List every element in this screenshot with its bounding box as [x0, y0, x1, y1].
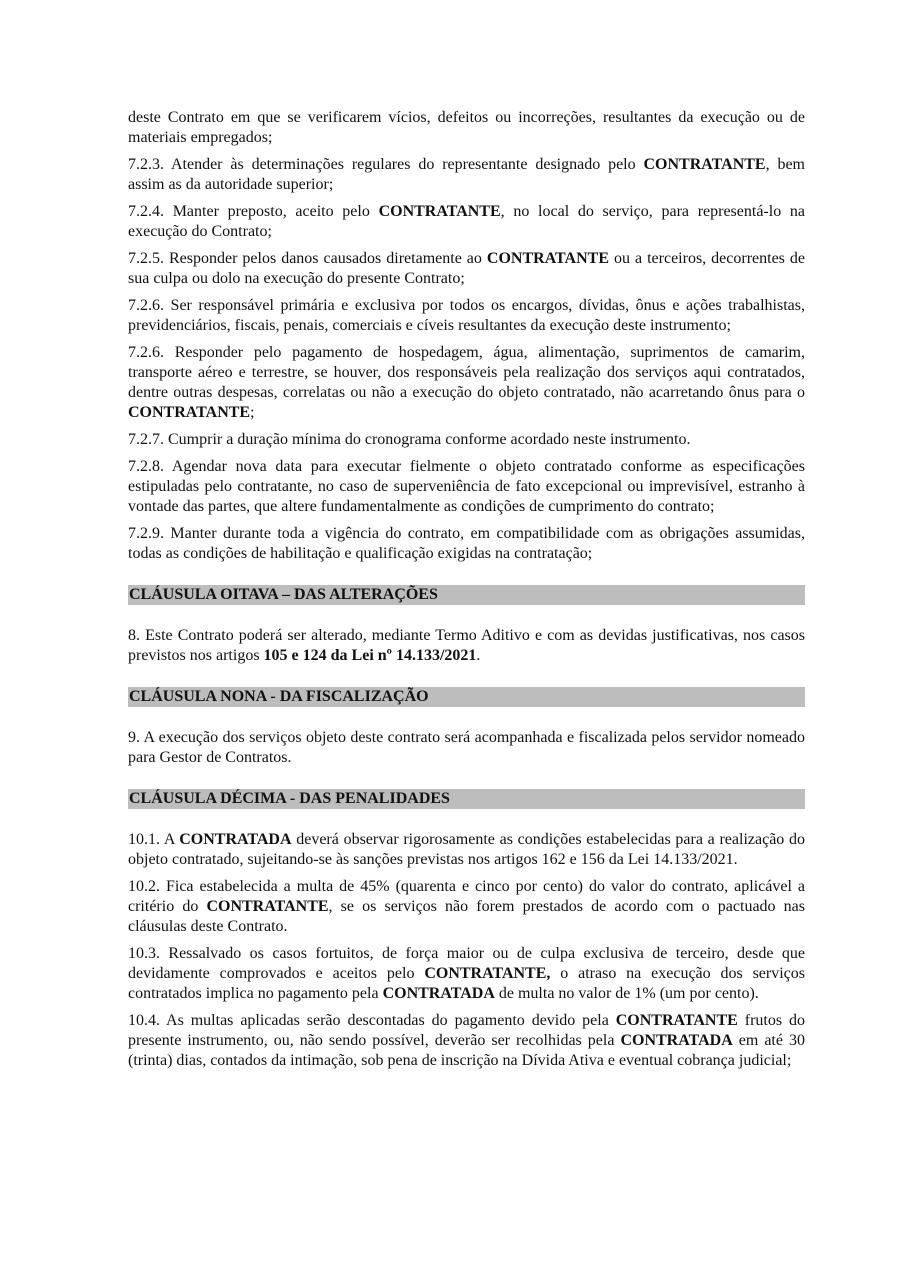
- bold-text: CONTRATANTE,: [424, 965, 551, 982]
- clause-paragraph: [128, 830, 805, 870]
- clause-paragraph: [128, 249, 805, 289]
- text-run: ou a terceiros, decorrentes de sua culpa ou dolo na execução do presente Contrato;: [128, 250, 806, 287]
- clause-paragraph: [128, 944, 805, 1004]
- text-run: CLÁUSULA OITAVA – DAS ALTERAÇÕES: [129, 586, 438, 603]
- document-page: [128, 108, 805, 1078]
- clause-paragraph: [128, 343, 805, 423]
- text-run: em até 30 (trinta) dias, contados da intimação, sob pena de inscrição na Dívida Ativa e eventual cobrança judicial;: [128, 1032, 805, 1069]
- text-run: , se os serviços não forem prestados de acordo com o pactuado nas cláusulas deste Contrato.: [128, 898, 805, 935]
- clause-paragraph: [128, 155, 805, 195]
- text-run: frutos do presente instrumento, ou, não sendo possível, deverão ser recolhidas pela: [128, 1012, 805, 1049]
- text-run: 10.1. A: [128, 831, 180, 848]
- clause-paragraph: [128, 430, 805, 450]
- clause-paragraph: [128, 1011, 805, 1071]
- text-run: 7.2.9. Manter durante toda a vigência do contrato, em compatibilidade com as obrigações assumidas, todas as condições de habilitação e qualificação exigidas na contratação;: [128, 525, 805, 562]
- text-run: de multa no valor de 1% (um por cento).: [494, 985, 759, 1002]
- text-run: 10.4. As multas aplicadas serão descontadas do pagamento devido pela: [128, 1012, 616, 1029]
- bold-text: CONTRATANTE: [206, 898, 329, 915]
- clause-paragraph: [128, 108, 805, 148]
- text-run: 10.3. Ressalvado os casos fortuitos, de força maior ou de culpa exclusiva de terceiro, desde que devidamente comprovados e aceitos pelo: [128, 945, 805, 982]
- text-run: 7.2.3. Atender às determinações regulares do representante designado pelo: [128, 156, 644, 173]
- clause-paragraph: [128, 296, 805, 336]
- bold-text: CONTRATADA: [620, 1032, 733, 1049]
- text-run: , bem assim as da autoridade superior;: [128, 156, 806, 193]
- clause-heading: [128, 789, 805, 809]
- text-run: deste Contrato em que se verificarem vícios, defeitos ou incorreções, resultantes da execução ou de materiais empregados;: [128, 109, 805, 146]
- bold-text: CONTRATADA: [382, 985, 495, 1002]
- text-run: o atraso na execução dos serviços contratados implica no pagamento pela: [128, 965, 806, 1002]
- text-run: deverá observar rigorosamente as condições estabelecidas para a realização do objeto contratado, sujeitando-se às sanções previstas nos artigos 162 e 156 da Lei 14.133/2021.: [128, 831, 806, 868]
- bold-text: CONTRATADA: [179, 831, 292, 848]
- bold-text: CONTRATANTE: [128, 404, 251, 421]
- clause-heading: [128, 585, 805, 605]
- text-run: .: [476, 647, 481, 664]
- clause-paragraph: [128, 626, 805, 666]
- clause-paragraph: [128, 202, 805, 242]
- clause-paragraph: [128, 877, 805, 937]
- bold-text: CONTRATANTE: [615, 1012, 738, 1029]
- text-run: 7.2.4. Manter preposto, aceito pelo: [128, 203, 379, 220]
- clause-paragraph: [128, 728, 805, 768]
- text-run: , no local do serviço, para representá-lo na execução do Contrato;: [128, 203, 806, 240]
- text-run: 7.2.6. Responder pelo pagamento de hospedagem, água, alimentação, suprimentos de camarim, transporte aéreo e terrestre, se houver, dos responsáveis pela realização dos serviços aqui contratados, dentre outras despesas, correlatas ou não a execução do objeto contratado, não acarretando ônus para o: [128, 344, 805, 401]
- clause-paragraph: [128, 524, 805, 564]
- bold-text: CONTRATANTE: [643, 156, 766, 173]
- text-run: 7.2.5. Responder pelos danos causados diretamente ao: [128, 250, 487, 267]
- text-run: 8. Este Contrato poderá ser alterado, mediante Termo Aditivo e com as devidas justificativas, nos casos previstos nos artigos: [128, 627, 805, 664]
- clause-paragraph: [128, 457, 805, 517]
- clause-heading: [128, 687, 805, 707]
- bold-text: CONTRATANTE: [378, 203, 501, 220]
- text-run: CLÁUSULA NONA - DA FISCALIZAÇÃO: [129, 688, 429, 705]
- text-run: 10.2. Fica estabelecida a multa de 45% (quarenta e cinco por cento) do valor do contrato, aplicável a critério do: [128, 878, 805, 915]
- text-run: ;: [250, 404, 255, 421]
- text-run: 9. A execução dos serviços objeto deste contrato será acompanhada e fiscalizada pelos servidor nomeado para Gestor de Contratos.: [128, 729, 805, 766]
- text-run: CLÁUSULA DÉCIMA - DAS PENALIDADES: [129, 790, 450, 807]
- text-run: 7.2.6. Ser responsável primária e exclusiva por todos os encargos, dívidas, ônus e ações trabalhistas, previdenciários, fiscais, penais, comerciais e cíveis resultantes da execução deste instrumento;: [128, 297, 805, 334]
- bold-text: CONTRATANTE: [486, 250, 609, 267]
- text-run: 7.2.8. Agendar nova data para executar fielmente o objeto contratado conforme as especificações estipuladas pelo contratante, no caso de superveniência de fato excepcional ou imprevisível, estranho à vontade das partes, que altere fundamentalmente as condições de cumprimento do contrato;: [128, 458, 805, 515]
- bold-text: 105 e 124 da Lei nº 14.133/2021: [263, 647, 477, 664]
- text-run: 7.2.7. Cumprir a duração mínima do cronograma conforme acordado neste instrumento.: [128, 431, 691, 448]
